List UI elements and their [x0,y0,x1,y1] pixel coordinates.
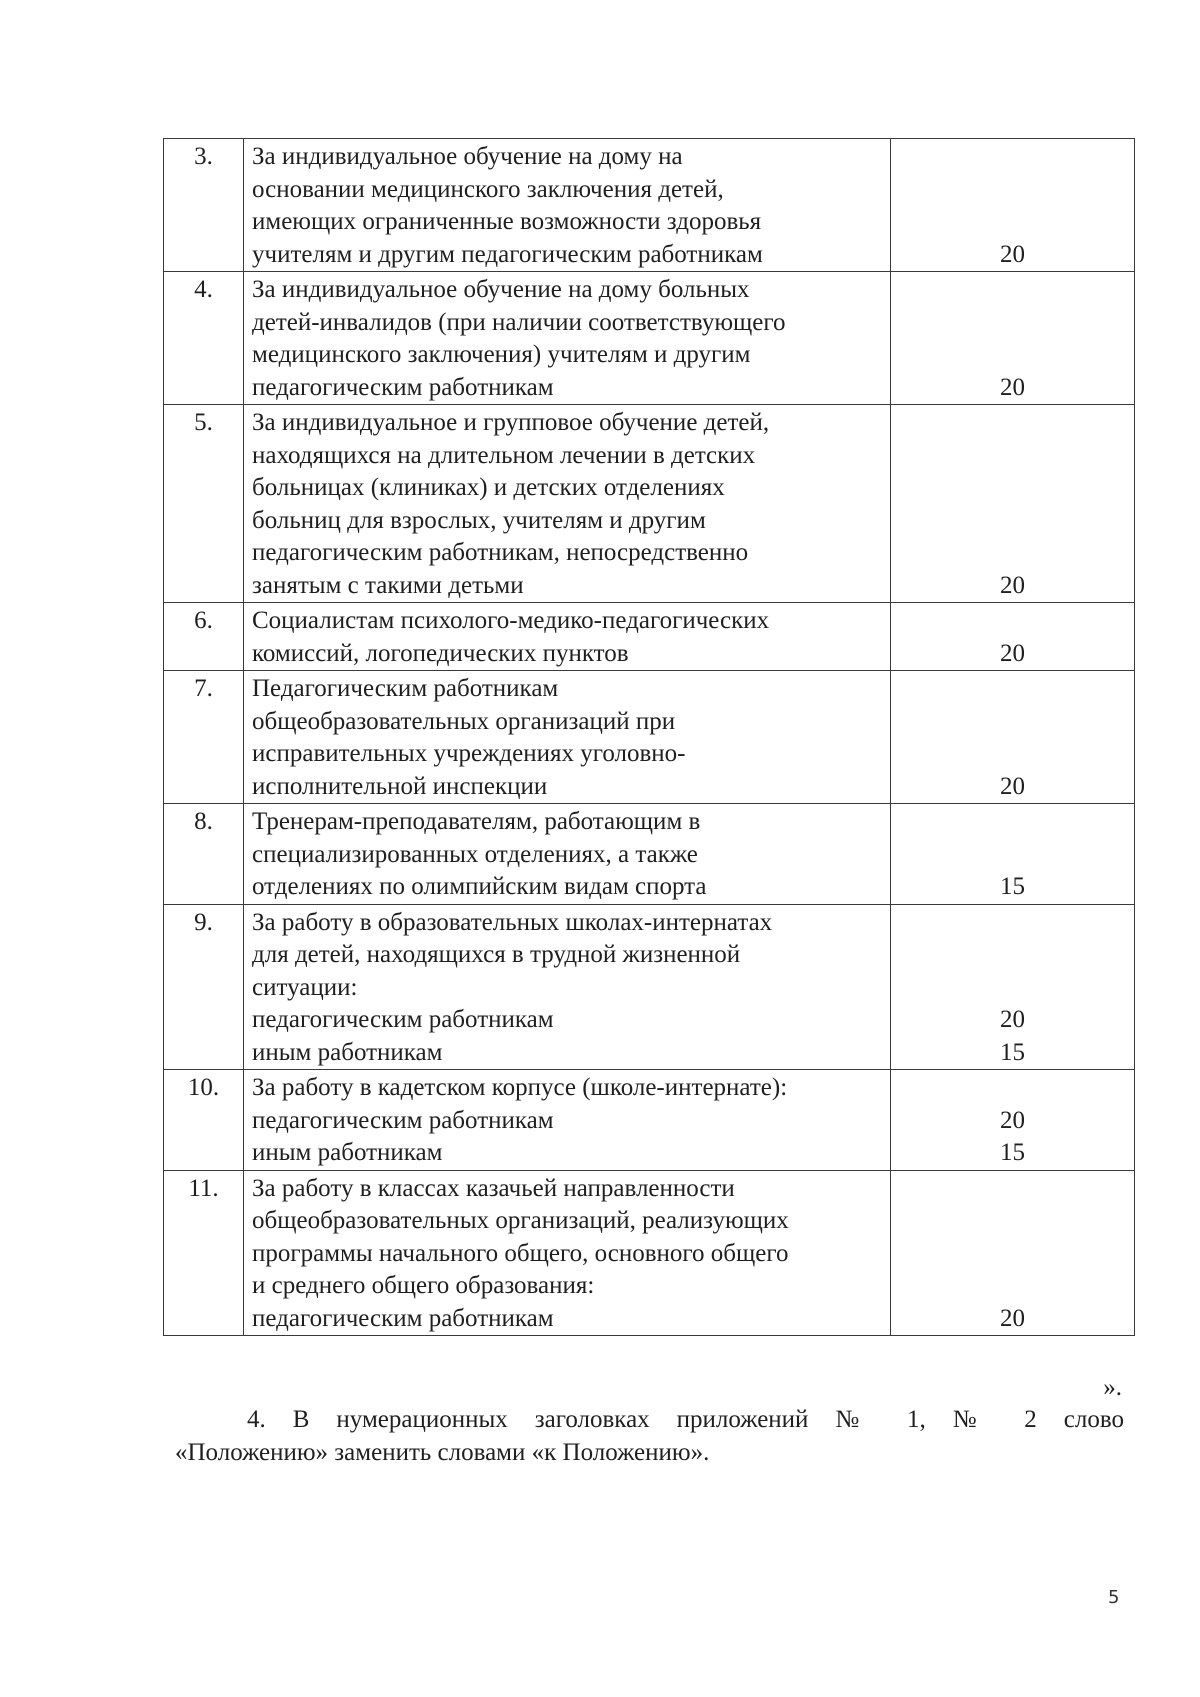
table-row [164,272,1135,405]
row-value [891,405,1135,603]
description-line: для детей, находящихся в трудной жизненной [252,941,741,968]
description-line: больниц для взрослых, учителям и другим [252,506,706,534]
closing-quote: ». [1103,1374,1122,1401]
row-description [244,671,891,804]
rates-table [163,138,1135,1336]
row-value [891,804,1135,905]
row-description [244,405,891,603]
description-line: педагогическим работникам [252,1006,554,1033]
row-value [891,272,1135,405]
description-line: находящихся на длительном лечении в детских [252,441,756,469]
percent-value: 15 [1000,1139,1025,1166]
row-number: 9. [164,904,244,1070]
description-line: больницах (клиниках) и детских отделениях [252,474,725,501]
description-line: занятым с такими детьми [252,571,524,599]
row-number: 6. [164,603,244,671]
row-number: 4. [164,272,244,405]
description-line: учителям и другим педагогическим работникам [252,240,763,268]
description-line: имеющих ограниченные возможности здоровья [252,208,762,235]
description-line: исполнительной инспекции [252,772,548,800]
percent-value: 20 [1000,1106,1025,1134]
row-description [244,603,891,671]
percent-value: 20 [1000,240,1025,268]
description-line: общеобразовательных организаций, реализующих [252,1207,789,1234]
percent-value: 15 [1000,1038,1025,1066]
row-value [891,671,1135,804]
value-group [891,570,1134,603]
row-number: 11. [164,1170,244,1336]
description-line: За индивидуальное обучение на дому на [252,143,683,170]
row-number: 3. [164,139,244,272]
description-line: педагогическим работникам [252,1106,554,1134]
percent-value: 20 [1000,639,1025,667]
row-number: 10. [164,1070,244,1171]
row-number: 8. [164,804,244,905]
row-description [244,904,891,1070]
description-line: иным работникам [252,1038,443,1066]
description-line: За работу в кадетском корпусе (школе-интернате): [252,1074,788,1101]
percent-value: 20 [1000,373,1025,401]
percent-value: 20 [1000,772,1025,800]
table-row [164,603,1135,671]
description-line: Педагогическим работникам [252,675,559,702]
value-group [891,638,1134,671]
description-line: ситуации: [252,973,358,1001]
row-number: 5. [164,405,244,603]
paragraph-4-text: 4. В нумерационных заголовках приложений № 1, № 2 слово [247,1406,1124,1433]
table-row [164,904,1135,1070]
value-group [891,1303,1134,1336]
table-row [164,405,1135,603]
description-line: комиссий, логопедических пунктов [252,639,629,667]
description-line: основании медицинского заключения детей, [252,175,724,203]
description-line: иным работникам [252,1139,443,1166]
row-description [244,272,891,405]
value-group [891,871,1134,904]
table-row [164,671,1135,804]
description-line: Тренерам-преподавателям, работающим в [252,808,701,835]
description-line: За индивидуальное обучение на дому больных [252,276,750,303]
row-description [244,1170,891,1336]
description-line: педагогическим работникам [252,1304,554,1332]
percent-value: 20 [1000,1304,1025,1332]
description-line: педагогическим работникам [252,373,554,401]
description-line: программы начального общего, основного общего [252,1239,789,1267]
paragraph-4-line-1 [175,1404,1124,1436]
description-line: За индивидуальное и групповое обучение детей, [252,409,770,436]
description-line: За работу в образовательных школах-интернатах [252,908,773,936]
value-group [891,771,1134,804]
value-group [891,1004,1134,1069]
row-value [891,1070,1135,1171]
value-group [891,1105,1134,1170]
row-description [244,804,891,905]
percent-value: 20 [1000,1006,1025,1033]
row-value [891,139,1135,272]
description-line: исправительных учреждениях уголовно- [252,740,686,767]
percent-value: 15 [1000,873,1025,900]
percent-value: 20 [1000,571,1025,599]
table-row [164,1070,1135,1171]
row-description [244,139,891,272]
value-group [891,239,1134,272]
page-number: 5 [1108,1587,1120,1608]
description-line: отделениях по олимпийским видам спорта [252,873,707,900]
table-row [164,139,1135,272]
row-value [891,603,1135,671]
row-number: 7. [164,671,244,804]
description-line: педагогическим работникам, непосредственно [252,539,749,566]
description-line: общеобразовательных организаций при [252,707,676,735]
row-value [891,904,1135,1070]
row-description [244,1070,891,1171]
description-line: детей-инвалидов (при наличии соответствующего [252,308,786,336]
value-group [891,372,1134,405]
description-line: Социалистам психолого-медико-педагогических [252,607,770,634]
table-row [164,804,1135,905]
description-line: специализированных отделениях, а также [252,840,698,868]
row-value [891,1170,1135,1336]
description-line: и среднего общего образования: [252,1272,595,1299]
table-row [164,1170,1135,1336]
description-line: За работу в классах казачьей направленности [252,1174,735,1202]
paragraph-4-line-2: «Положению» заменить словами «к Положению». [175,1439,710,1466]
description-line: медицинского заключения) учителям и другим [252,341,751,368]
